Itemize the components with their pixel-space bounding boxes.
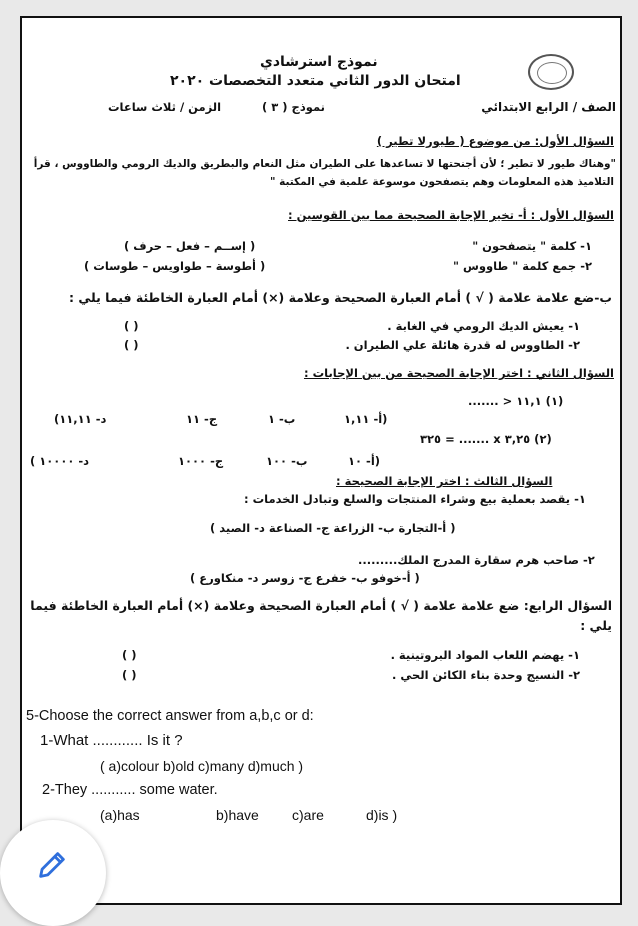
- q3-item1: ١- يقصد بعملية بيع وشراء المنتجات والسلع وتبادل الخدمات :: [244, 492, 586, 506]
- q5-item2: 2-They ........... some water.: [42, 782, 218, 798]
- edit-button[interactable]: [0, 820, 106, 926]
- q4-item2-answer-box[interactable]: ( ): [122, 668, 137, 682]
- model-label: نموذج ( ٣ ): [262, 100, 325, 114]
- q1a-item2: ٢- جمع كلمة " طاووس ": [452, 259, 592, 273]
- q5-item1-options: ( a)colour b)old c)many d)much ): [100, 758, 304, 774]
- q4-item1: ١- يهضم اللعاب المواد البروتينية .: [390, 648, 580, 662]
- q1a-item1-options: ( إســم – فعل – حرف ): [124, 239, 256, 253]
- q1-passage-line1: "وهناك طيور لا تطير ؛ لأن أجنحتها لا تساعدها على الطيران مثل النعام والبطريق والديك الرومي والطاووس ، قرأ: [33, 158, 616, 170]
- q2-item1-option-b: ب- ١: [268, 412, 296, 426]
- q1b-item1: ١- يعيش الديك الرومي في الغابة .: [387, 319, 580, 333]
- q5-heading: 5-Choose the correct answer from a,b,c or d:: [26, 708, 314, 724]
- q2-item2-option-a: (أ- ١٠: [348, 454, 381, 468]
- q2-item1-option-c: ج- ١١: [186, 412, 218, 426]
- q3-item2: ٢- صاحب هرم سقارة المدرج الملك.........: [358, 553, 595, 567]
- q2-item1-option-a: (أ- ١,١١: [344, 412, 388, 426]
- q1b-item2-answer-box[interactable]: ( ): [124, 338, 139, 352]
- q2-item2-option-d: د- ١٠٠٠٠ ): [30, 454, 90, 468]
- q2-item2-option-b: ب- ١٠٠: [266, 454, 308, 468]
- q1a-item1: ١- كلمة " يتصفحون ": [472, 239, 592, 253]
- q2-item1-option-d: د- ١١,١١): [54, 412, 107, 426]
- page-title: نموذج استرشادي: [260, 54, 378, 70]
- grade-label: الصف / الرابع الابتدائي: [481, 100, 616, 114]
- q5-item2-option-a: (a)has: [100, 807, 140, 823]
- pencil-icon: [35, 848, 69, 882]
- page-subtitle: امتحان الدور الثاني متعدد التخصصات ٢٠٢٠: [170, 73, 461, 89]
- q4-heading-line1: السؤال الرابع: ضع علامة علامة ( √ ) أمام العبارة الصحيحة وعلامة (×) أمام العبارة الخاطئة فيما: [30, 598, 612, 613]
- q3-heading: السؤال الثالث : اختر الإجابة الصحيحة :: [336, 474, 553, 488]
- q1-heading: السؤال الأول: من موضوع ( طيورلا تطير ): [376, 134, 614, 148]
- q4-heading-line2: يلي :: [580, 618, 612, 633]
- q1b-item1-answer-box[interactable]: ( ): [124, 319, 139, 333]
- time-label: الزمن / ثلاث ساعات: [108, 100, 222, 114]
- q2-heading: السؤال الثاني : اختر الإجابة الصحيحة من بين الإجابات :: [303, 366, 614, 380]
- ministry-seal-icon: [528, 54, 574, 90]
- q2-item1: (١) ١١,١ < .......: [468, 394, 564, 408]
- q5-item2-option-b: b)have: [216, 807, 259, 823]
- q3-item1-options: ( أ-التجارة ب- الزراعة ج- الصناعة د- الصيد ): [210, 521, 456, 535]
- q2-item2-option-c: ج- ١٠٠٠: [178, 454, 224, 468]
- q5-item2-option-c: c)are: [292, 807, 324, 823]
- q1a-heading: السؤال الأول : أ- تخير الإجابة الصحيحة مما بين القوسين :: [288, 208, 614, 222]
- q3-item2-options: ( أ-خوفو ب- خفرع ج- زوسر د- منكاورع ): [190, 571, 420, 585]
- q4-item2: ٢- النسيج وحدة بناء الكائن الحي .: [391, 668, 580, 682]
- exam-page: [20, 16, 622, 905]
- q1a-item2-options: ( أطوسة – طواويس – طوسات ): [84, 259, 266, 273]
- q1b-item2: ٢- الطاووس له قدرة هائلة علي الطيران .: [345, 338, 580, 352]
- q5-item2-option-d: d)is ): [366, 807, 398, 823]
- q5-item1: 1-What ............ Is it ?: [40, 732, 183, 749]
- q1b-heading: ب-ضع علامة علامة ( √ ) أمام العبارة الصحيحة وعلامة (×) أمام العبارة الخاطئة فيما يلي :: [69, 290, 612, 305]
- q4-item1-answer-box[interactable]: ( ): [122, 648, 137, 662]
- q1-passage-line2: التلاميذ هذه المعلومات وهم يتصفحون موسوعة علمية في المكتبة ": [269, 176, 614, 188]
- q2-item2: (٢) ٣,٢٥ x ....... = ٣٢٥: [420, 432, 552, 446]
